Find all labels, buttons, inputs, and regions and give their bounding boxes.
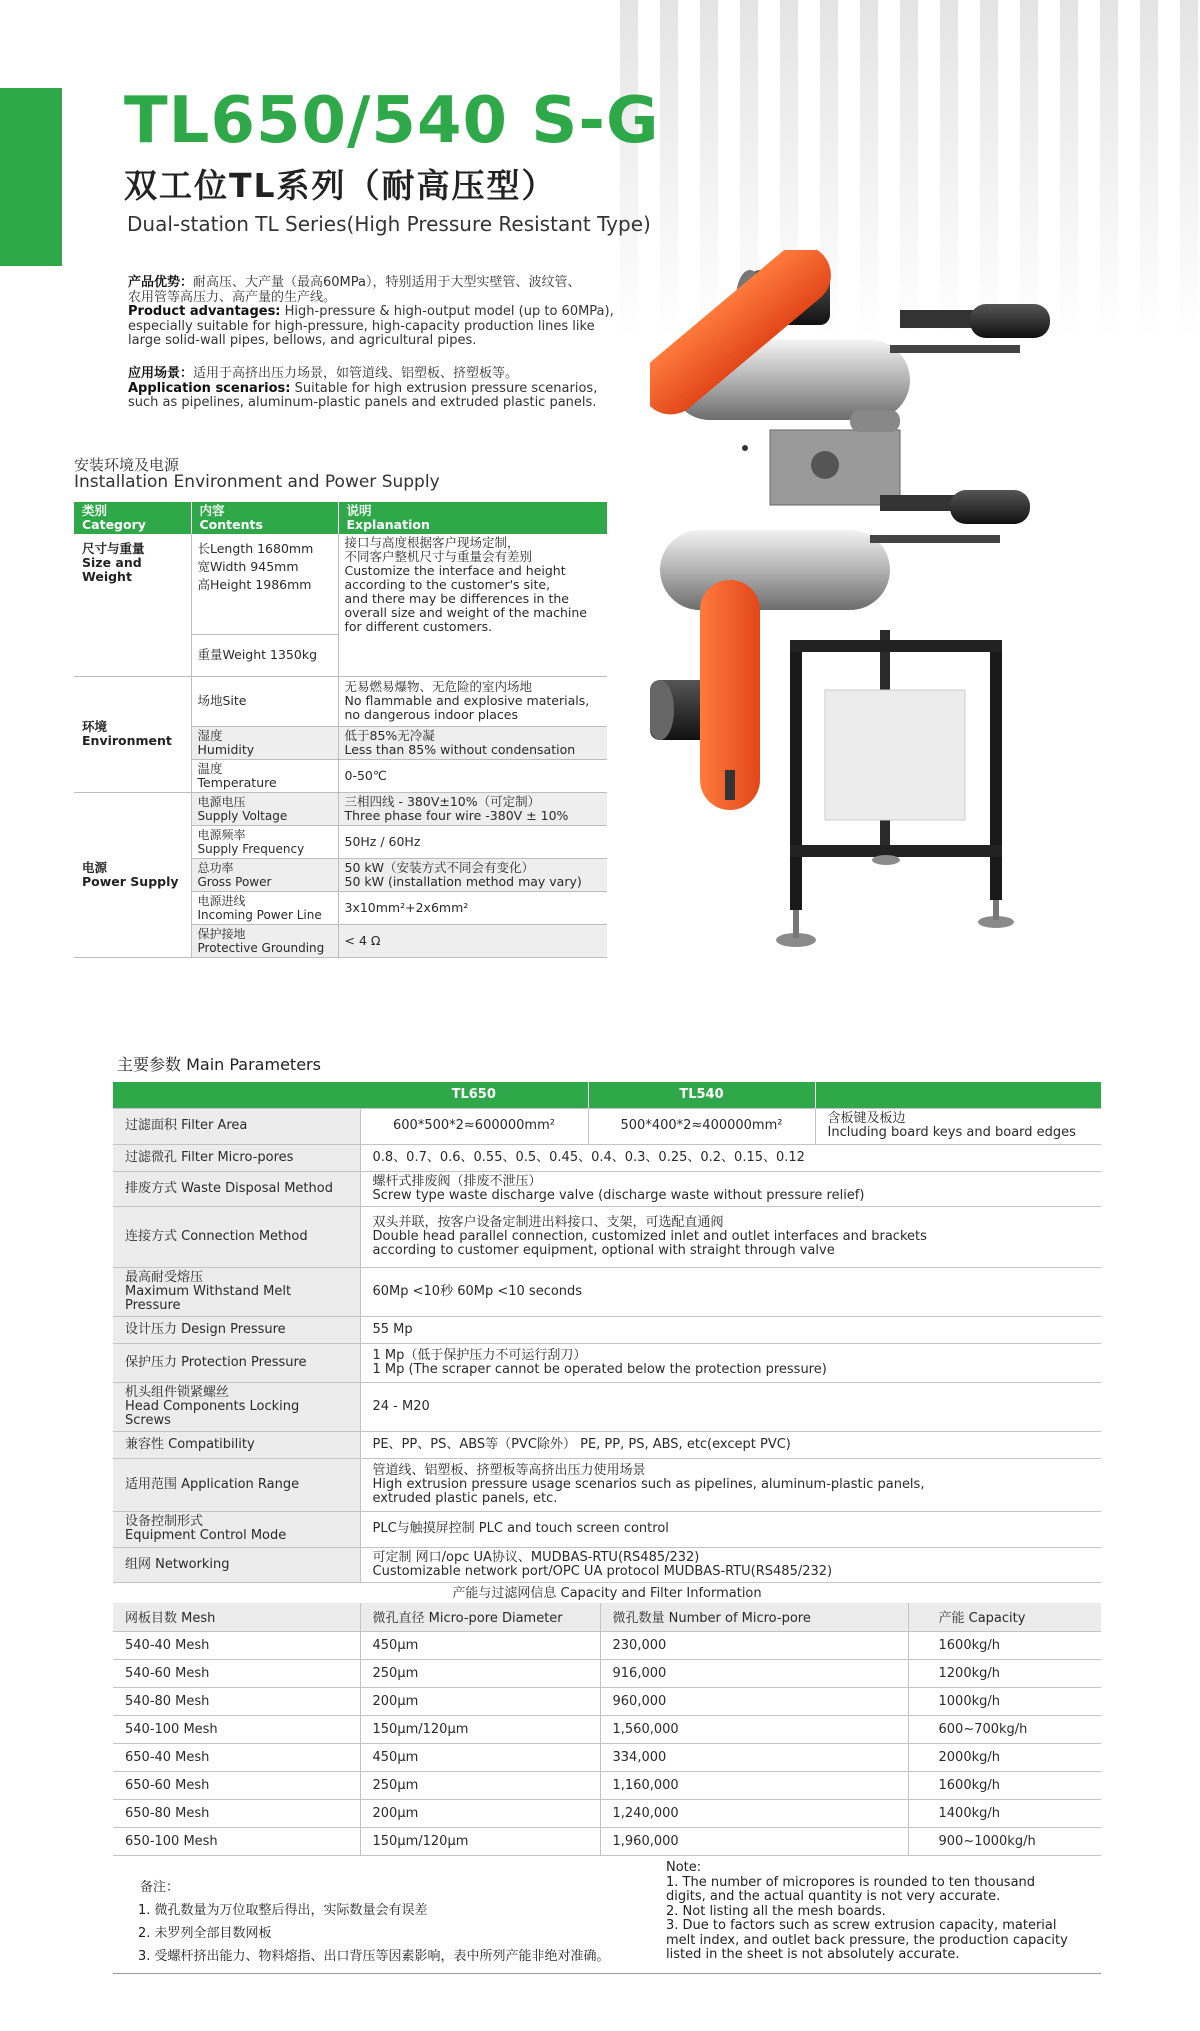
- table-row: 540-100 Mesh 150μm/120μm 1,560,000 600~700kg/h: [113, 1715, 1101, 1743]
- size-explanation: 接口与高度根据客户现场定制， 不同客户整机尺寸与重量会有差别 Customize the interface and height according to the customer's site, and there may be differences in the overall size and weight of the machine for different customers.: [338, 534, 607, 676]
- accent-bar: [0, 88, 62, 266]
- param-label: 连接方式 Connection Method: [113, 1206, 360, 1267]
- capacity-header-row: [113, 1603, 1101, 1631]
- header-category: 类别 Category: [74, 502, 191, 534]
- table-row: 650-60 Mesh 250μm 1,160,000 1600kg/h: [113, 1771, 1101, 1799]
- capacity-header: 微孔数量 Number of Micro-pore: [600, 1603, 908, 1631]
- power-incoming-line: 电源进线 Incoming Power Line: [191, 891, 338, 924]
- table-row: [113, 1458, 1101, 1511]
- installation-title-cn: 安装环境及电源: [74, 456, 180, 474]
- table-row: [74, 792, 607, 825]
- product-advantages: [128, 276, 648, 349]
- table-row: 650-80 Mesh 200μm 1,240,000 1400kg/h: [113, 1799, 1101, 1827]
- env-humidity-explanation: 低于85%无冷凝 Less than 85% without condensation: [338, 726, 607, 759]
- notes-cn: 备注： 1. 微孔数量为万位取整后得出，实际数量会有误差 2. 未罗列全部目数网板 3. 受螺杆挤出能力、物料熔指、出口背压等因素影响，表中所列产能非绝对准确。: [138, 1880, 610, 1964]
- table-row: [113, 1431, 1101, 1458]
- power-grounding: 保护接地 Protective Grounding: [191, 924, 338, 957]
- table-row: 540-60 Mesh 250μm 916,000 1200kg/h: [113, 1659, 1101, 1687]
- capacity-title: 产能与过滤网信息 Capacity and Filter Information: [113, 1582, 1101, 1606]
- category-power: 电源 Power Supply: [74, 792, 191, 957]
- env-temperature: 温度 Temperature: [191, 759, 338, 792]
- capacity-header: 微孔直径 Micro-pore Diameter: [360, 1603, 600, 1631]
- param-label: 过滤面积 Filter Area: [113, 1108, 360, 1144]
- param-value: 60Mp <10秒 60Mp <10 seconds: [360, 1267, 1101, 1316]
- divider: [113, 1973, 1101, 1974]
- param-label: 过滤微孔 Filter Micro-pores: [113, 1144, 360, 1171]
- param-value: 1 Mp（低于保护压力不可运行刮刀） 1 Mp (The scraper cannot be operated below the protection pressure): [360, 1343, 1101, 1382]
- table-row: 650-100 Mesh 150μm/120μm 1,960,000 900~1000kg/h: [113, 1827, 1101, 1855]
- power-gross-explanation: 50 kW（安装方式不同会有变化） 50 kW (installation method may vary): [338, 858, 607, 891]
- machine-illustration: [650, 250, 1170, 950]
- env-temperature-explanation: 0-50℃: [338, 759, 607, 792]
- power-voltage-explanation: 三相四线 - 380V±10%（可定制） Three phase four wire -380V ± 10%: [338, 792, 607, 825]
- param-value: 500*400*2≈400000mm²: [588, 1108, 815, 1144]
- power-gross: 总功率 Gross Power: [191, 858, 338, 891]
- param-value: PE、PP、PS、ABS等（PVC除外） PE, PP, PS, ABS, etc(except PVC): [360, 1431, 1101, 1458]
- table-row: [113, 1343, 1101, 1382]
- param-value: 管道线、铝塑板、挤塑板等高挤出压力使用场景 High extrusion pressure usage scenarios such as pipelines, aluminum-plastic panels, extruded plastic panels, etc.: [360, 1458, 1101, 1511]
- scenarios-cn-label: 应用场景：: [128, 366, 194, 381]
- table-row: [113, 1511, 1101, 1547]
- param-label: 兼容性 Compatibility: [113, 1431, 360, 1458]
- advantages-en-label: Product advantages:: [128, 304, 281, 319]
- scenarios-en-label: Application scenarios:: [128, 380, 291, 396]
- header-explanation: 说明 Explanation: [338, 502, 607, 534]
- param-label: 最高耐受熔压 Maximum Withstand Melt Pressure: [113, 1267, 360, 1316]
- table-row: 650-40 Mesh 450μm 334,000 2000kg/h: [113, 1743, 1101, 1771]
- table-row: 540-40 Mesh 450μm 230,000 1600kg/h: [113, 1631, 1101, 1659]
- capacity-header: 网板目数 Mesh: [113, 1603, 360, 1631]
- param-label: 设备控制形式 Equipment Control Mode: [113, 1511, 360, 1547]
- param-label: 适用范围 Application Range: [113, 1458, 360, 1511]
- env-site-explanation: 无易燃易爆物、无危险的室内场地 No flammable and explosive materials, no dangerous indoor places: [338, 676, 607, 726]
- scenarios-en-line1: Suitable for high extrusion pressure scenarios,: [290, 380, 598, 396]
- table-row: [74, 534, 607, 634]
- advantages-cn-line1: 耐高压、大产量（最高60MPa），特别适用于大型实壁管、波纹管、: [193, 275, 581, 290]
- size-dimensions: 长Length 1680mm 宽Width 945mm 高Height 1986mm: [191, 534, 338, 634]
- capacity-header: 产能 Capacity: [908, 1603, 1101, 1631]
- advantages-cn-line2: 农用管等高压力、高产量的生产线。: [128, 289, 337, 305]
- param-label: 排废方式 Waste Disposal Method: [113, 1171, 360, 1206]
- size-weight: 重量Weight 1350kg: [191, 634, 338, 676]
- params-header-row: [113, 1082, 1101, 1108]
- advantages-cn-label: 产品优势：: [128, 275, 194, 290]
- table-row: [113, 1108, 1101, 1144]
- table-row: [113, 1547, 1101, 1582]
- env-humidity: 湿度 Humidity: [191, 726, 338, 759]
- param-value: 600*500*2≈600000mm²: [360, 1108, 588, 1144]
- header-tl650: TL650: [360, 1082, 588, 1108]
- param-note: 含板键及板边 Including board keys and board edges: [815, 1108, 1101, 1144]
- param-label: 保护压力 Protection Pressure: [113, 1343, 360, 1382]
- subtitle-cn: 双工位TL系列（耐高压型）: [124, 166, 557, 205]
- param-value: 24 - M20: [360, 1382, 1101, 1431]
- table-row: [113, 1267, 1101, 1316]
- subtitle-en: Dual-station TL Series(High Pressure Resistant Type): [127, 212, 651, 236]
- table-row: [113, 1206, 1101, 1267]
- page-title: TL650/540 S-G: [124, 84, 660, 158]
- param-value: 55 Mp: [360, 1316, 1101, 1343]
- table-row: [113, 1144, 1101, 1171]
- category-environment: 环境 Environment: [74, 676, 191, 792]
- scenarios-cn-text: 适用于高挤出压力场景，如管道线、铝塑板、挤塑板等。: [193, 366, 519, 381]
- power-incoming-line-explanation: 3x10mm²+2x6mm²: [338, 891, 607, 924]
- param-label: 设计压力 Design Pressure: [113, 1316, 360, 1343]
- param-value: 双头并联，按客户设备定制进出料接口、支架，可选配直通阀 Double head parallel connection, customized inlet and outlet interfaces and brackets according to customer equipment, optional with straight through valve: [360, 1206, 1101, 1267]
- advantages-en-line1: High-pressure & high-output model (up to 60MPa),: [280, 304, 614, 319]
- env-site: 场地Site: [191, 676, 338, 726]
- power-frequency: 电源频率 Supply Frequency: [191, 825, 338, 858]
- installation-header-row: [74, 502, 607, 534]
- power-frequency-explanation: 50Hz / 60Hz: [338, 825, 607, 858]
- notes-en: Note: 1. The number of micropores is rounded to ten thousand digits, and the actual quantity is not very accurate. 2. Not listing all the mesh boards. 3. Due to factors such as screw extrusion capacity, material melt index, and outlet back pressure, the production capacity listed in the sheet is not absolutely accurate.: [666, 1860, 1068, 1962]
- param-value: 螺杆式排废阀（排废不泄压） Screw type waste discharge valve (discharge waste without pressure relief): [360, 1171, 1101, 1206]
- application-scenarios: [128, 367, 648, 411]
- category-size: 尺寸与重量 Size and Weight: [74, 534, 191, 676]
- scenarios-en-line2: such as pipelines, aluminum-plastic panels and extruded plastic panels.: [128, 395, 597, 410]
- main-params-table: [113, 1082, 1101, 1607]
- param-label: 机头组件锁紧螺丝 Head Components Locking Screws: [113, 1382, 360, 1431]
- header-contents: 内容 Contents: [191, 502, 338, 534]
- capacity-table: [113, 1603, 1101, 1856]
- param-label: 组网 Networking: [113, 1547, 360, 1582]
- advantages-en-line2: especially suitable for high-pressure, high-capacity production lines like: [128, 318, 595, 334]
- advantages-en-line3: large solid-wall pipes, bellows, and agricultural pipes.: [128, 333, 477, 348]
- header-tl540: TL540: [588, 1082, 815, 1108]
- table-row: [74, 676, 607, 726]
- table-row: [113, 1171, 1101, 1206]
- installation-table: [74, 502, 607, 958]
- main-params-title: 主要参数 Main Parameters: [117, 1055, 321, 1074]
- table-row: 540-80 Mesh 200μm 960,000 1000kg/h: [113, 1687, 1101, 1715]
- param-value: 0.8、0.7、0.6、0.55、0.5、0.45、0.4、0.3、0.25、0.2、0.15、0.12: [360, 1144, 1101, 1171]
- power-voltage: 电源电压 Supply Voltage: [191, 792, 338, 825]
- table-row: [113, 1316, 1101, 1343]
- table-row: [113, 1382, 1101, 1431]
- installation-title-en: Installation Environment and Power Supply: [74, 472, 440, 492]
- param-value: 可定制 网口/opc UA协议、MUDBAS-RTU(RS485/232) Customizable network port/OPC UA protocol MUDBAS-RTU(RS485/232): [360, 1547, 1101, 1582]
- param-value: PLC与触摸屏控制 PLC and touch screen control: [360, 1511, 1101, 1547]
- power-grounding-explanation: < 4 Ω: [338, 924, 607, 957]
